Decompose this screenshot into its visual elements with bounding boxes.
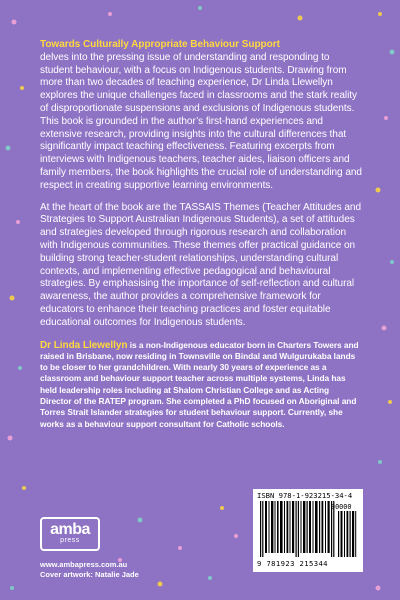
back-cover-text <box>40 39 362 430</box>
blurb-paragraph-1 <box>40 39 362 193</box>
cover-artwork-credit: Cover artwork: Natalie Jade <box>40 570 139 579</box>
blurb-paragraph-1-body: delves into the pressing issue of understanding and responding to student behaviour, with a focus on Indigenous students. Drawing from more than two decades of teaching experience, Dr Linda Llewellyn explores the unique challenges faced in classrooms and the stark reality of disproportionate suspensions and exclusions of Indigenous students. This book is grounded in the author’s first-hand experiences and extensive research, providing insights into the cultural differences that significantly impact teaching effectiveness. Featuring excerpts from interviews with Indigenous teachers, teacher aides, liaison officers and family members, the book highlights the crucial role of understanding and respect in creating supportive learning environments. <box>40 51 362 191</box>
publisher-logo-main: amba <box>50 521 90 538</box>
author-name: Dr Linda Llewellyn <box>40 339 128 351</box>
publisher-website: www.ambapress.com.au <box>40 560 128 569</box>
blurb-paragraph-2: At the heart of the book are the TASSAIS Themes (Teacher Attitudes and Strategies to Support Australian Indigenous Students), a set of attitudes and strategies developed through rigorous research and collaboration with Indigenous communities. These themes offer practical guidance on building strong teacher-student relationships, understanding cultural contexts, and implementing effective pedagogical and behavioural strategies. By emphasising the importance of self-reflection and cultural awareness, the author provides a comprehensive framework for educators to enhance their teaching practices and foster equitable educational outcomes for Indigenous students. <box>40 201 361 328</box>
publisher-logo-sub: press <box>60 537 80 544</box>
price-code: 90000 <box>331 503 352 511</box>
book-title-heading: Towards Culturally Appropriate Behaviour Support <box>40 39 280 50</box>
isbn-barcode <box>253 489 363 572</box>
author-bio-body: is a non-Indigenous educator born in Charters Towers and raised in Brisbane, now residing in Townsville on Bindal and Wulgurukaba lands to be closer to her grandchildren. With nearly 30 years of experience as a classroom and behaviour support teacher across multiple systems, Linda has held leadership roles including at Shalom Christian College and as Acting Director of the RATEP program. She completed a PhD focused on Aboriginal and Torres Strait Islander strategies for student behaviour support. Currently, she works as a behaviour support consultant for Catholic schools. <box>40 339 359 429</box>
isbn-number: ISBN 978-1-923215-34-4 <box>257 491 353 500</box>
author-bio <box>40 340 362 430</box>
barcode-digits: 9 781923 215344 <box>257 559 328 568</box>
publisher-logo <box>40 517 100 551</box>
